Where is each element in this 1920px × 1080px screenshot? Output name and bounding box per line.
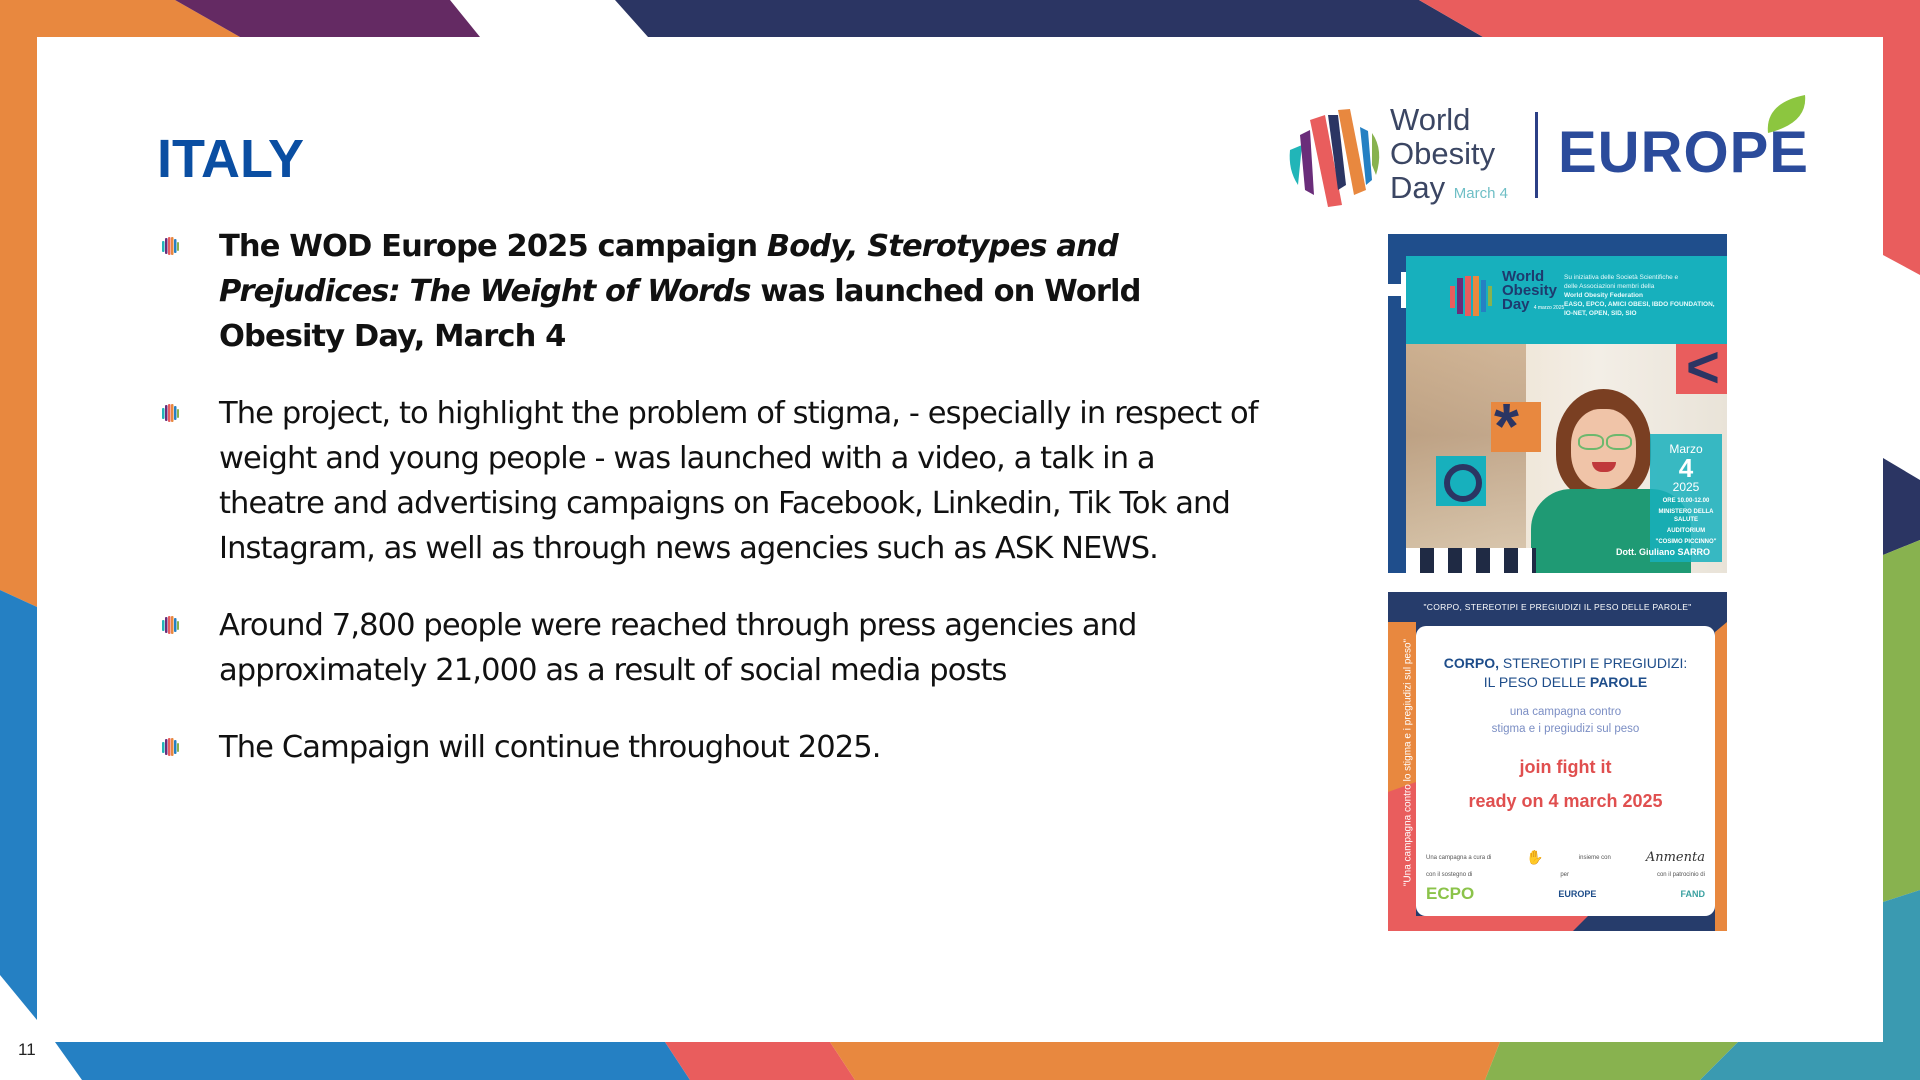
anmenta-logo: Anmenta: [1645, 850, 1705, 865]
bullet-text: Around 7,800 people were reached through press agencies and approximately 21,000 as a result of social media posts: [219, 608, 1137, 688]
logo-line-obesity: Obesity: [1390, 136, 1496, 171]
wod-bullet-icon: [159, 614, 181, 636]
bullet-text: The Campaign will continue throughout 2025.: [219, 730, 881, 765]
bullet-item-reach: [157, 603, 1267, 693]
page-number: 11: [18, 1040, 36, 1059]
event-date-box: Marzo 4 2025 ORE 10.00-12.00 MINISTERO DELLA SALUTE AUDITORIUM "COSIMO PICCINNO": [1650, 434, 1722, 562]
wod-stripes-icon: [1280, 95, 1395, 210]
wod-bullet-icon: [159, 402, 181, 424]
poster-side-text: "Una campagna contro lo stigma e i pregiudizi sul peso": [1402, 638, 1414, 887]
target-ring: [1444, 464, 1482, 502]
poster-card: [1416, 626, 1715, 916]
logo-divider: [1535, 112, 1538, 198]
page-title: ITALY: [157, 129, 305, 189]
bullet-item-project: [157, 391, 1267, 571]
poster-partner-logos: Una campagna a cura di ✋ insieme con Anmenta con il sostegno di per con il patrocinio di ECPO EUROPE FAND: [1426, 849, 1705, 903]
logo-line-world: World: [1390, 102, 1471, 137]
ecpo-logo: ECPO: [1426, 884, 1475, 903]
logo-line-day: Day March 4: [1390, 170, 1508, 205]
bullet-list: [157, 224, 1267, 802]
bullet-text-part: The WOD Europe 2025 campaign: [219, 229, 767, 264]
bullet-text: The project, to highlight the problem of stigma, - especially in respect of weight and young people - was launched with a video, a talk in a theatre and advertising campaigns on Facebook, Linkedin, Tik Tok and Instagram, as well as through news agencies such as ASK NEWS.: [219, 396, 1258, 566]
campaign-poster: [1388, 592, 1727, 931]
logo-europe: EUROPE: [1558, 120, 1809, 185]
logo-date: March 4: [1453, 185, 1508, 202]
bullet-item-campaign: [157, 224, 1267, 359]
wod-bullet-icon: [159, 736, 181, 758]
poster-subtitle: una campagna contro stigma e i pregiudizi sul peso: [1491, 706, 1640, 735]
bullet-item-continue: [157, 725, 1267, 770]
poster-header-band: [1406, 256, 1727, 344]
chevron-glyph: <: [1686, 335, 1720, 400]
poster-cta: join fight it ready on 4 march 2025: [1468, 757, 1663, 811]
mini-wod-europe-logo: EUROPE: [1558, 889, 1597, 899]
event-poster: [1388, 234, 1727, 573]
poster-organizers: Su iniziativa delle Società Scientifiche e delle Associazioni membri della World Obesity Federation EASO, EPCO, AMICI OBESI, IBDO FOUNDATION, IO-NET, OPEN, SID, SIO: [1564, 274, 1715, 317]
asterisk-glyph: *: [1494, 390, 1519, 462]
speaker-name: Dott. Giuliano SARRO: [1616, 547, 1710, 557]
checker-pattern: [1406, 548, 1536, 573]
wod-bullet-icon: [159, 235, 181, 257]
campaign-title: Body, Sterotypes and Prejudices: The Weight of Words: [219, 229, 1118, 309]
bullet-text-part: was launched on World Obesity Day, March 4: [219, 274, 1141, 354]
poster-headline: CORPO, STEREOTIPI E PREGIUDIZI: IL PESO DELLE PAROLE: [1443, 655, 1688, 690]
fand-logo: FAND: [1680, 889, 1705, 899]
poster-logo-text: World Obesity Day 4 marzo 2025: [1502, 268, 1565, 313]
hand-logo-icon: ✋: [1526, 849, 1544, 865]
wod-europe-logo: [1280, 95, 1840, 210]
leaf-icon: [1760, 93, 1810, 138]
wod-stripes-icon: [1446, 272, 1496, 322]
poster-top-banner: "CORPO, STEREOTIPI E PREGIUDIZI IL PESO DELLE PAROLE": [1423, 602, 1692, 612]
